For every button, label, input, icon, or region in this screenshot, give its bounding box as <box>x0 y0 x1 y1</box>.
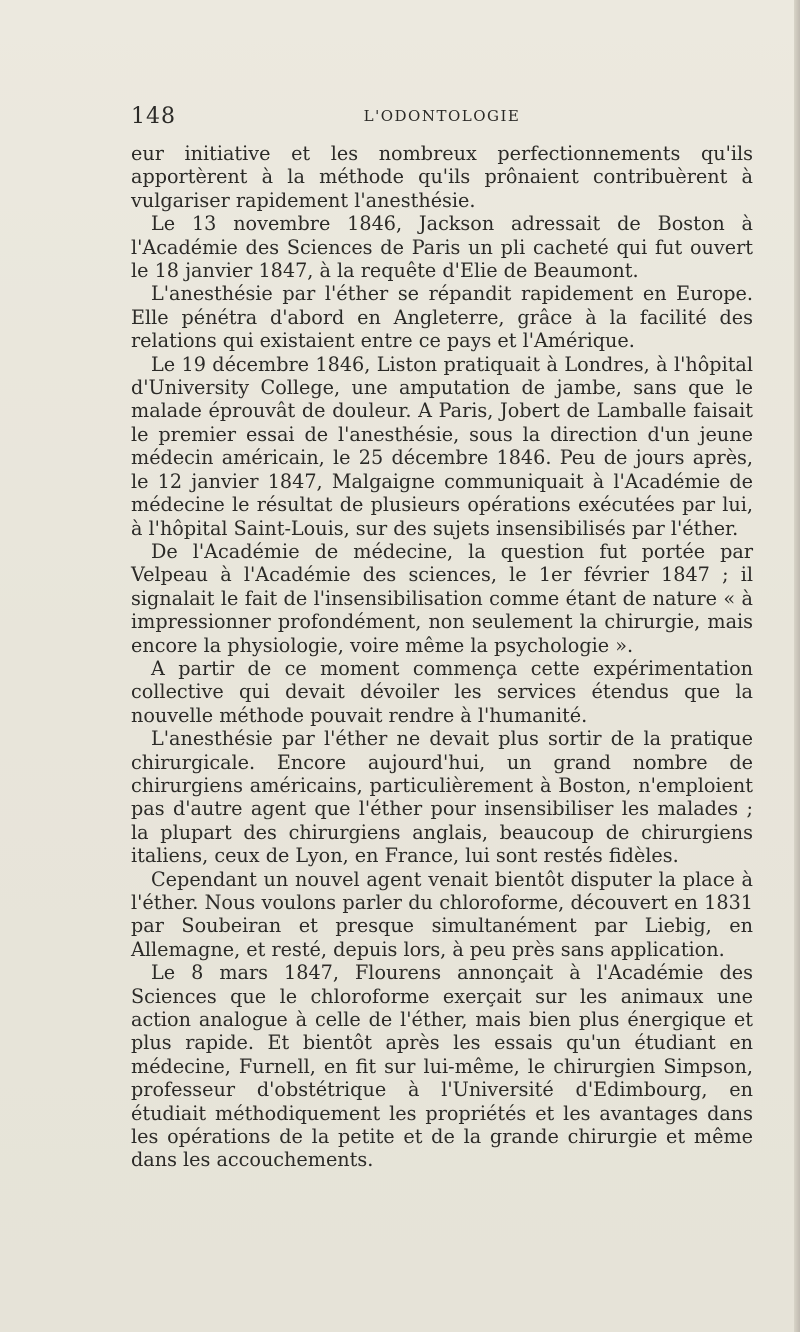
page-edge <box>794 0 800 1332</box>
paragraph-3: L'anesthésie par l'éther se répandit rapidement en Europe. Elle pénétra d'abord en Angleterre, grâce à la facilité des relations qui existaient entre ce pays et l'Amérique. <box>131 282 753 353</box>
paragraph-7: L'anesthésie par l'éther ne devait plus sortir de la pratique chirurgicale. Encore aujourd'hui, un grand nombre de chirurgiens américains, particulièrement à Boston, n'emploient pas d'autre agent que l'éther pour insensibiliser les malades ; la plupart des chirurgiens anglais, beaucoup de chirurgiens italiens, ceux de Lyon, en France, lui sont restés fidèles. <box>131 727 753 868</box>
paragraph-2: Le 13 novembre 1846, Jackson adressait de Boston à l'Académie des Sciences de Paris un pli cacheté qui fut ouvert le 18 janvier 1847, à la requête d'Elie de Beaumont. <box>131 212 753 283</box>
page-header <box>131 104 753 134</box>
paragraph-5: De l'Académie de médecine, la question fut portée par Velpeau à l'Académie des sciences, le 1er février 1847 ; il signalait le fait de l'insensibilisation comme étant de nature « à impressionner profondément, non seulement la chirurgie, mais encore la physiologie, voire même la psychologie ». <box>131 539 753 657</box>
paragraph-9: Le 8 mars 1847, Flourens annonçait à l'Académie des Sciences que le chloroforme exerçait sur les animaux une action analogue à celle de l'éther, mais bien plus énergique et plus rapide. Et bientôt après les essais qu'un étudiant en médecine, Furnell, en fit sur lui-même, le chirurgien Simpson, professeur d'obstétrique à l'Université d'Edimbourg, en étudiait méthodiquement les propriétés et les avantages dans les opérations de la petite et de la grande chirurgie et même dans les accouchements. <box>131 961 753 1172</box>
page-number: 148 <box>131 104 176 129</box>
paragraph-8: Cependant un nouvel agent venait bientôt disputer la place à l'éther. Nous voulons parler du chloroforme, découvert en 1831 par Soubeiran et presque simultanément par Liebig, en Allemagne, et resté, depuis lors, à peu près sans application. <box>131 867 753 961</box>
paragraph-4: Le 19 décembre 1846, Liston pratiquait à Londres, à l'hôpital d'University College, une amputation de jambe, sans que le malade éprouvât de douleur. A Paris, Jobert de Lamballe faisait le premier essai de l'anesthésie, sous la direction d'un jeune médecin américain, le 25 décembre 1846. Peu de jours après, le 12 janvier 1847, Malgaigne communiquait à l'Académie de médecine le résultat de plusieurs opérations exécutées par lui, à l'hôpital Saint-Louis, sur des sujets insensibilisés par l'éther. <box>131 352 753 540</box>
paragraph-6: A partir de ce moment commença cette expérimentation collective qui devait dévoiler les services étendus que la nouvelle méthode pouvait rendre à l'humanité. <box>131 656 753 727</box>
running-title: L'ODONTOLOGIE <box>363 107 521 125</box>
body-text <box>131 142 753 1172</box>
paragraph-1: eur initiative et les nombreux perfectionnements qu'ils apportèrent à la méthode qu'ils prônaient contribuèrent à vulgariser rapidement l'anesthésie. <box>131 142 753 212</box>
